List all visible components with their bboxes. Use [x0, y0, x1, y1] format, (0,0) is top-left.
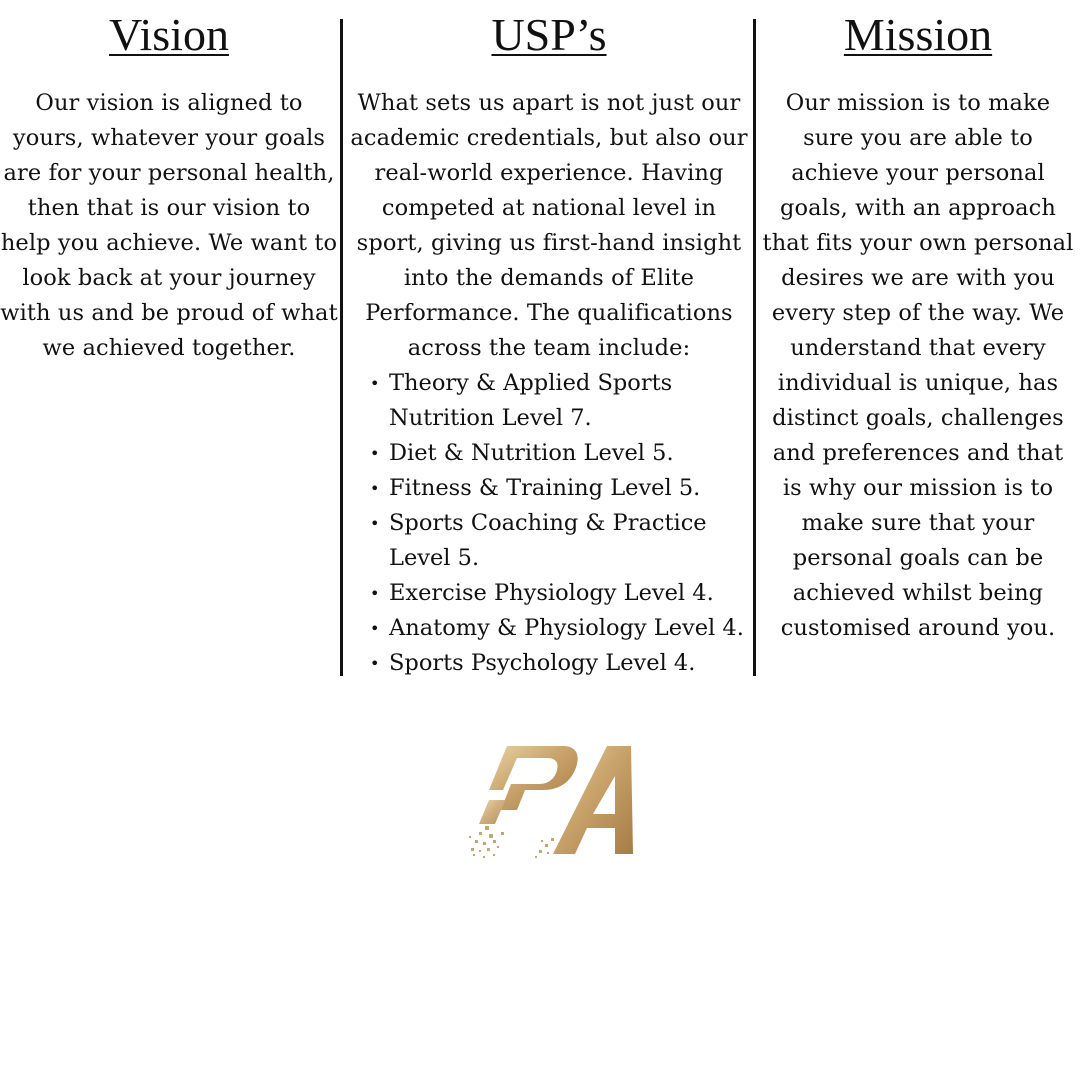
- mission-text: Our mission is to make sure you are able to achieve your personal goals, with an approach that fits your own personal desires we are with you every step of the way. We understand that every individual is unique, has distinct goals, challenges and preferences and that is why our mission is to make sure that your personal goals can be achieved whilst being customised around you.: [762, 90, 1074, 641]
- vision-heading: Vision: [109, 9, 229, 60]
- qualifications-list: [346, 366, 752, 681]
- usp-heading: USP’s: [491, 9, 607, 60]
- qualification-text: Anatomy & Physiology Level 4.: [389, 615, 744, 641]
- column-divider-right: [753, 19, 756, 676]
- vision-text: Our vision is aligned to yours, whatever your goals are for your personal health, then that is our vision to help you achieve. We want to look back at your journey with us and be proud of what we achieved together.: [0, 90, 338, 361]
- qualification-item: [346, 366, 752, 436]
- qualification-text: Sports Psychology Level 4.: [389, 650, 696, 676]
- bullet-icon: •: [370, 619, 380, 638]
- mission-column: [760, 0, 1076, 646]
- logo-particles: [469, 826, 554, 858]
- usp-column: [346, 0, 752, 681]
- qualification-text: Diet & Nutrition Level 5.: [389, 440, 674, 466]
- qualification-text: Fitness & Training Level 5.: [389, 475, 701, 501]
- qualification-item: [346, 506, 752, 576]
- bullet-icon: •: [370, 654, 380, 673]
- qualification-item: [346, 611, 752, 646]
- bullet-icon: •: [370, 479, 380, 498]
- qualification-text: Theory & Applied Sports Nutrition Level 7.: [389, 370, 673, 431]
- bullet-icon: •: [370, 444, 380, 463]
- qualification-item: [346, 576, 752, 611]
- usp-intro-text: What sets us apart is not just our academic credentials, but also our real-world experience. Having competed at national level in sport, giving us first-hand insight into the demands of Elite Performance. The qualifications across the team include:: [350, 90, 748, 361]
- logo-letter-p: [479, 746, 578, 824]
- bullet-icon: •: [370, 514, 380, 533]
- vision-column: [0, 0, 338, 366]
- pa-logo-icon: [465, 740, 640, 860]
- qualification-item: [346, 646, 752, 681]
- qualification-item: [346, 436, 752, 471]
- column-divider-left: [340, 19, 343, 676]
- bullet-icon: •: [370, 374, 380, 393]
- qualification-text: Sports Coaching & Practice Level 5.: [389, 510, 707, 571]
- bullet-icon: •: [370, 584, 380, 603]
- qualification-text: Exercise Physiology Level 4.: [389, 580, 714, 606]
- mission-heading: Mission: [843, 9, 993, 60]
- qualification-item: [346, 471, 752, 506]
